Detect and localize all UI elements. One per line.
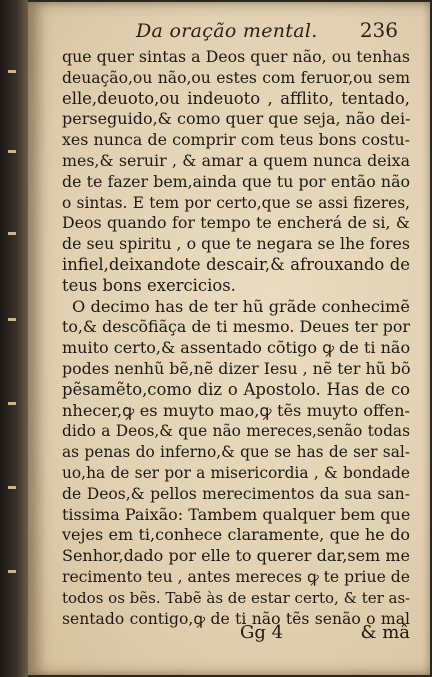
page-footer	[62, 622, 410, 648]
text-line: xes nunca de comprir com teus bons costu-	[62, 130, 410, 150]
text-line: de te fazer bem,ainda que tu por então não	[62, 171, 410, 191]
book-binding-gutter	[0, 0, 28, 677]
text-line: vejes em ti,conhece claramente, que he do	[62, 525, 410, 545]
text-line: deuação,ou não,ou estes com feruor,ou sem	[62, 68, 410, 87]
page-header	[98, 20, 398, 48]
previous-page-edge	[8, 318, 16, 321]
text-line: o sintas. E tem por certo,que se assi fizeres,	[62, 193, 410, 212]
text-line: teus bons exercicios.	[62, 275, 236, 295]
text-line: tissima Paixão: Tambem qualquer bem que	[62, 504, 410, 524]
text-line: perseguido,& como quer que seja, não dei-	[62, 109, 410, 129]
paragraph-start-line: O decimo has de ter hũ grãde conhecimẽ	[72, 296, 410, 316]
text-line: elle,deuoto,ou indeuoto , afflito, tentado,	[62, 88, 410, 108]
text-line: as penas do inferno,& que se has de ser sal-	[62, 443, 410, 462]
text-line: nhecer,ꝙ es muyto mao,ꝙ tẽs muyto offen-	[62, 400, 410, 420]
text-line: to,& descõfiãça de ti mesmo. Deues ter por	[62, 317, 410, 337]
body-text	[62, 47, 410, 629]
text-line: podes nenhũ bẽ,nẽ dizer Iesu , nẽ ter hũ bõ	[62, 358, 410, 378]
signature-mark: Gg 4	[240, 622, 284, 643]
text-line: sentado contigo,ꝙ de ti não tẽs senão o mal	[62, 609, 410, 628]
text-line: dido a Deos,& que não mereces,senão todas	[62, 422, 410, 441]
catchword: & mâ	[360, 622, 410, 643]
previous-page-edge	[8, 232, 16, 235]
previous-page-edge	[8, 70, 16, 73]
previous-page-edge	[8, 486, 16, 489]
text-line: muito certo,& assentado cõtigo ꝙ de ti não	[62, 338, 410, 358]
text-line: uo,ha de ser por a misericordia , & bondade	[62, 463, 410, 482]
text-line: infiel,deixandote descair,& afrouxando de	[62, 254, 410, 274]
text-line: Deos quando for tempo te encherá de si, &	[62, 213, 410, 233]
text-line: que quer sintas a Deos quer não, ou tenhas	[62, 47, 410, 66]
text-line: de Deos,& pellos merecimentos da sua san-	[62, 484, 410, 503]
text-line: recimento teu , antes mereces ꝙ te priue de	[62, 567, 410, 586]
text-line: de seu spiritu , o que te negara se lhe fores	[62, 234, 410, 254]
previous-page-edge	[8, 150, 16, 153]
running-title: Da oração mental.	[136, 20, 318, 42]
text-line: todos os bẽs. Tabẽ às de estar certo, & ter as-	[62, 588, 410, 607]
text-line: pẽsamẽto,como diz o Apostolo. Has de co	[62, 379, 410, 399]
text-line: mes,& seruir , & amar a quem nunca deixa	[62, 150, 410, 170]
text-line: Senhor,dado por elle to querer dar,sem me	[62, 546, 410, 566]
previous-page-edge	[8, 570, 16, 573]
page-number: 236	[359, 18, 398, 42]
previous-page-edge	[8, 402, 16, 405]
book-page	[28, 2, 430, 675]
